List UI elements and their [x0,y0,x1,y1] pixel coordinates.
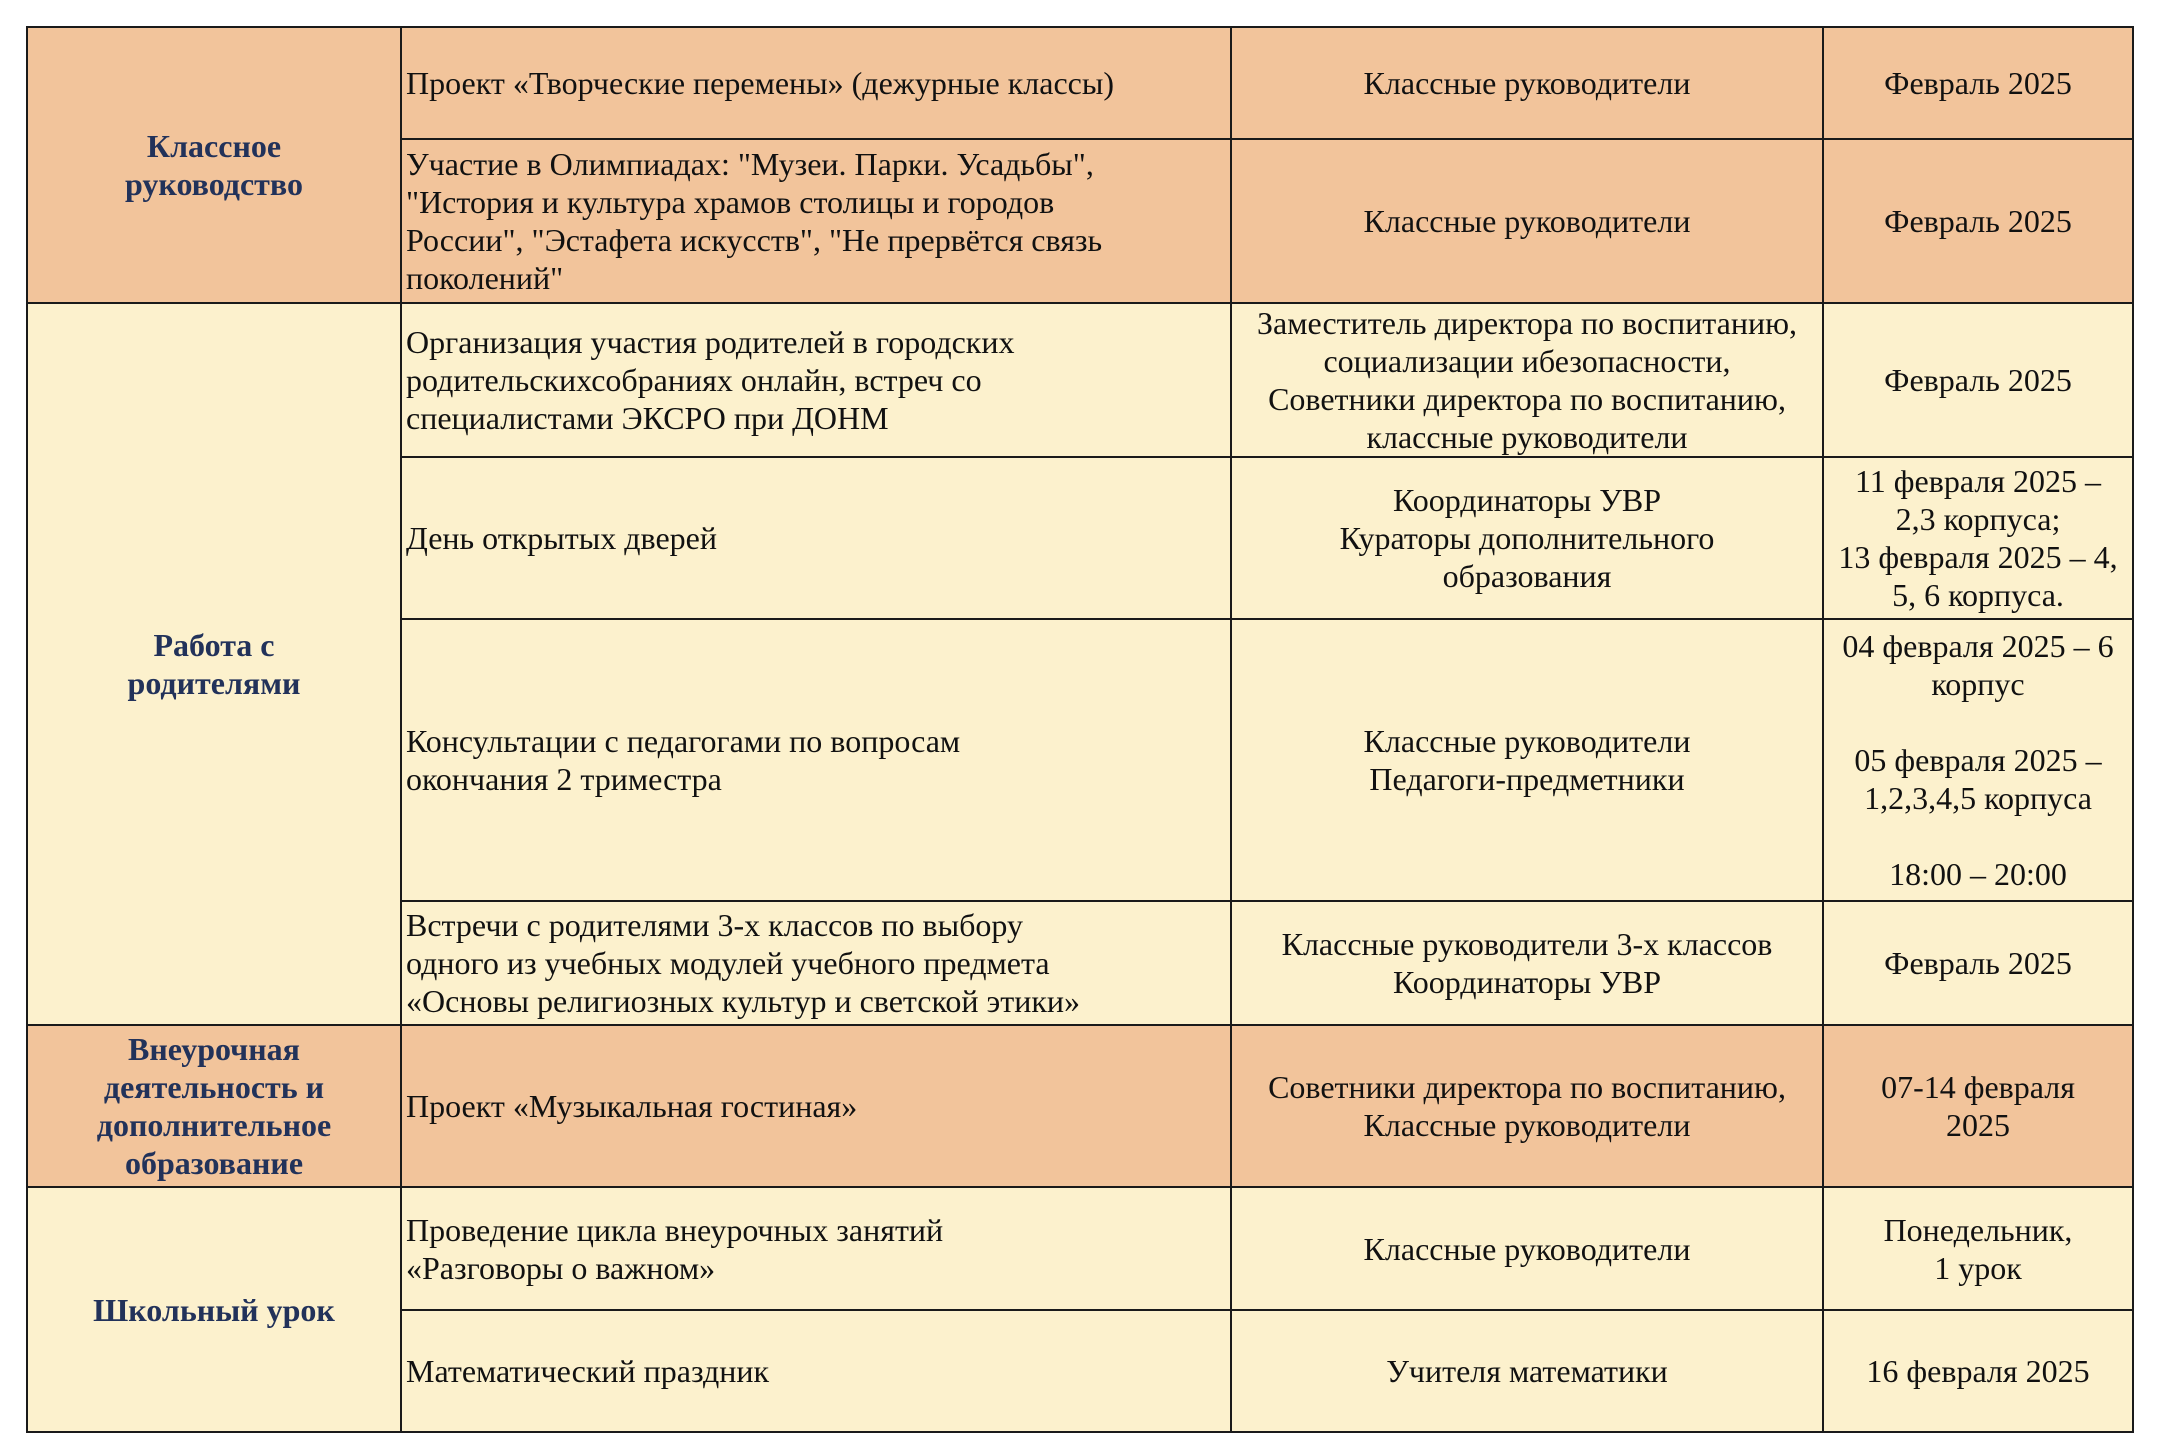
section-label-extracurricular: Внеурочная деятельность и дополнительное образование [96,1031,332,1181]
responsible-cell [1231,1187,1823,1310]
responsible-cell [1231,139,1823,303]
section-cell [27,1025,401,1187]
responsible-cell [1231,27,1823,139]
responsible-cell [1231,1025,1823,1187]
responsible-cell [1231,901,1823,1025]
responsible-text: Советники директора по воспитанию, Классные руководители [1268,1069,1786,1143]
responsible-text: Заместитель директора по воспитанию, социализации ибезопасности, Советники директора по воспитанию, классные руководители [1256,305,1798,455]
event-cell [401,1187,1231,1310]
event-cell [401,901,1231,1025]
event-cell [401,27,1231,139]
responsible-cell [1231,303,1823,457]
responsible-text: Классные руководители [1363,1230,1691,1267]
event-text: Проект «Музыкальная гостиная» [406,1088,858,1124]
date-text: Февраль 2025 [1884,65,2072,101]
date-text: Понедельник, 1 урок [1883,1211,2073,1286]
responsible-text: Классные руководители Педагоги-предметники [1363,723,1691,797]
event-cell [401,139,1231,303]
date-text: 07-14 февраля 2025 [1881,1069,2075,1143]
date-cell [1823,1187,2133,1310]
section-label-class-management: Классное руководство [125,128,303,202]
table-row [27,303,2133,457]
section-label-parents: Работа с родителями [127,627,301,701]
event-cell [401,1310,1231,1432]
date-cell [1823,457,2133,619]
date-cell [1823,1025,2133,1187]
section-cell [27,303,401,1025]
event-text: Участие в Олимпиадах: "Музеи. Парки. Усадьбы", "История и культура храмов столицы и городов России", "Эстафета искусств", "Не прервётся связь поколений" [406,146,1103,296]
table-row [27,1187,2133,1310]
responsible-cell [1231,457,1823,619]
event-plan-table [26,26,2134,1433]
section-label-school-lesson: Школьный урок [93,1291,335,1328]
date-cell [1823,139,2133,303]
responsible-cell [1231,1310,1823,1432]
responsible-text: Классные руководители 3-х классов Координаторы УВР [1281,926,1773,1000]
date-cell [1823,1310,2133,1432]
date-text: Февраль 2025 [1884,945,2072,981]
event-cell [401,1025,1231,1187]
section-cell [27,1187,401,1432]
event-cell [401,457,1231,619]
date-text: 16 февраля 2025 [1866,1353,2090,1389]
event-text: Встречи с родителями 3-х классов по выбору одного из учебных модулей учебного предмета «Основы религиозных культур и светской этики» [406,907,1081,1019]
responsible-text: Классные руководители [1363,65,1691,101]
event-text: День открытых дверей [406,520,717,556]
event-text: Проект «Творческие перемены» (дежурные классы) [406,65,1114,101]
date-cell [1823,27,2133,139]
event-text: Математический праздник [406,1353,770,1389]
date-text: 04 февраля 2025 – 6 корпус 05 февраля 2025 – 1,2,3,4,5 корпуса 18:00 – 20:00 [1842,628,2114,892]
responsible-cell [1231,619,1823,901]
table-row [27,27,2133,139]
event-cell [401,303,1231,457]
event-text: Консультации с педагогами по вопросам окончания 2 триместра [406,723,961,797]
section-cell [27,27,401,303]
date-text: Февраль 2025 [1884,362,2072,398]
date-cell [1823,619,2133,901]
event-cell [401,619,1231,901]
responsible-text: Координаторы УВР Кураторы дополнительного образования [1339,482,1715,594]
responsible-text: Учителя математики [1386,1353,1668,1389]
responsible-text: Классные руководители [1363,203,1691,239]
date-text: Февраль 2025 [1884,203,2072,239]
event-text: Проведение цикла внеурочных занятий «Разговоры о важном» [406,1211,944,1286]
table-row [27,1025,2133,1187]
date-cell [1823,303,2133,457]
date-cell [1823,901,2133,1025]
date-text: 11 февраля 2025 – 2,3 корпуса; 13 февраля 2025 – 4, 5, 6 корпуса. [1838,463,2118,613]
event-text: Организация участия родителей в городских родительскихсобраниях онлайн, встреч со специалистами ЭКСРО при ДОНМ [406,324,1015,436]
